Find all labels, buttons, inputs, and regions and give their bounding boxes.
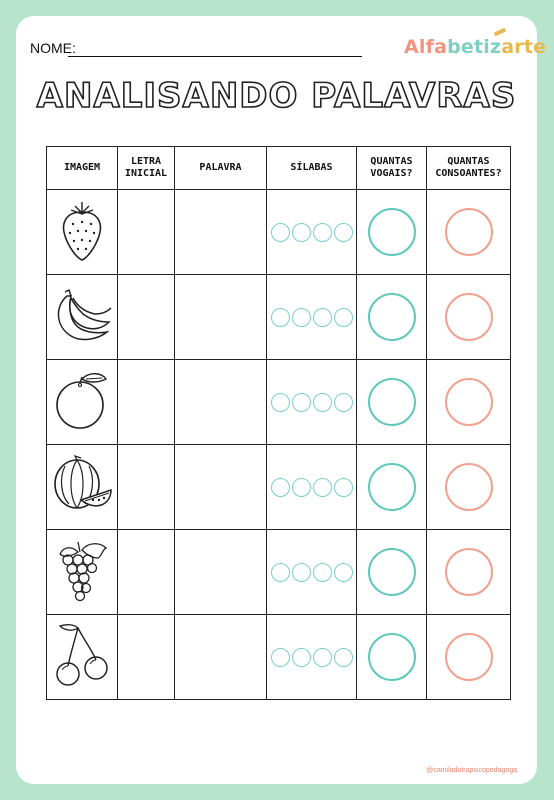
syllables-cell[interactable] xyxy=(267,360,357,445)
cherries-icon xyxy=(52,622,112,688)
vowels-cell[interactable] xyxy=(357,360,427,445)
syllables-cell[interactable] xyxy=(267,615,357,700)
vowel-count-circle[interactable] xyxy=(368,208,416,256)
word-cell[interactable] xyxy=(175,530,267,615)
syllables-cell[interactable] xyxy=(267,275,357,360)
vowels-cell[interactable] xyxy=(357,445,427,530)
consonants-cell[interactable] xyxy=(427,190,511,275)
image-cell xyxy=(47,360,118,445)
consonant-count-circle[interactable] xyxy=(445,633,493,681)
consonant-count-circle[interactable] xyxy=(445,293,493,341)
consonants-cell[interactable] xyxy=(427,615,511,700)
table-row xyxy=(47,275,511,360)
image-cell xyxy=(47,445,118,530)
syllable-circles xyxy=(267,393,356,412)
syllable-circle[interactable] xyxy=(334,563,353,582)
table-row xyxy=(47,530,511,615)
syllable-circles xyxy=(267,223,356,242)
image-cell xyxy=(47,615,118,700)
analysis-table xyxy=(46,146,511,700)
vowels-cell[interactable] xyxy=(357,615,427,700)
syllable-circles xyxy=(267,308,356,327)
syllable-circle[interactable] xyxy=(292,308,311,327)
syllable-circle[interactable] xyxy=(334,223,353,242)
syllable-circle[interactable] xyxy=(271,563,290,582)
syllable-circle[interactable] xyxy=(313,308,332,327)
vowel-count-circle[interactable] xyxy=(368,548,416,596)
table-header-row xyxy=(47,147,511,190)
initial-letter-cell[interactable] xyxy=(118,190,175,275)
logo-part-3: arte xyxy=(501,36,547,58)
syllable-circle[interactable] xyxy=(313,648,332,667)
syllable-circle[interactable] xyxy=(292,478,311,497)
initial-letter-cell[interactable] xyxy=(118,530,175,615)
syllables-cell[interactable] xyxy=(267,445,357,530)
bananas-icon xyxy=(51,286,113,344)
syllable-circle[interactable] xyxy=(334,308,353,327)
col-header-initial-letter: LETRA INICIAL xyxy=(118,147,175,190)
syllable-circle[interactable] xyxy=(292,563,311,582)
syllable-circle[interactable] xyxy=(313,478,332,497)
syllable-circles xyxy=(267,563,356,582)
table-row xyxy=(47,190,511,275)
syllable-circles xyxy=(267,648,356,667)
brand-logo xyxy=(404,36,546,58)
image-cell xyxy=(47,530,118,615)
consonants-cell[interactable] xyxy=(427,445,511,530)
syllables-cell[interactable] xyxy=(267,190,357,275)
vowel-count-circle[interactable] xyxy=(368,463,416,511)
worksheet xyxy=(16,16,547,784)
table-row xyxy=(47,360,511,445)
word-cell[interactable] xyxy=(175,190,267,275)
syllable-circle[interactable] xyxy=(292,223,311,242)
syllable-circle[interactable] xyxy=(292,648,311,667)
vowels-cell[interactable] xyxy=(357,530,427,615)
logo-part-1: Alfa xyxy=(404,36,448,58)
col-header-word: PALAVRA xyxy=(175,147,267,190)
vowel-count-circle[interactable] xyxy=(368,378,416,426)
name-line[interactable] xyxy=(68,56,362,57)
word-cell[interactable] xyxy=(175,275,267,360)
initial-letter-cell[interactable] xyxy=(118,445,175,530)
consonants-cell[interactable] xyxy=(427,360,511,445)
syllable-circle[interactable] xyxy=(313,393,332,412)
watermelon-icon xyxy=(51,454,113,516)
consonant-count-circle[interactable] xyxy=(445,208,493,256)
consonant-count-circle[interactable] xyxy=(445,378,493,426)
col-header-vowels: QUANTAS VOGAIS? xyxy=(357,147,427,190)
syllable-circle[interactable] xyxy=(334,648,353,667)
syllable-circle[interactable] xyxy=(271,223,290,242)
consonant-count-circle[interactable] xyxy=(445,463,493,511)
vowel-count-circle[interactable] xyxy=(368,293,416,341)
syllable-circle[interactable] xyxy=(334,478,353,497)
image-cell xyxy=(47,275,118,360)
syllable-circle[interactable] xyxy=(334,393,353,412)
word-cell[interactable] xyxy=(175,445,267,530)
syllable-circle[interactable] xyxy=(313,563,332,582)
consonants-cell[interactable] xyxy=(427,530,511,615)
syllable-circle[interactable] xyxy=(271,393,290,412)
author-credit: @camiladutrapsicopedagoga xyxy=(426,767,517,774)
syllable-circle[interactable] xyxy=(292,393,311,412)
initial-letter-cell[interactable] xyxy=(118,615,175,700)
grapes-icon xyxy=(52,538,112,602)
syllables-cell[interactable] xyxy=(267,530,357,615)
initial-letter-cell[interactable] xyxy=(118,360,175,445)
name-label: NOME: xyxy=(30,40,76,56)
vowel-count-circle[interactable] xyxy=(368,633,416,681)
orange-icon xyxy=(52,369,112,431)
syllable-circle[interactable] xyxy=(313,223,332,242)
consonants-cell[interactable] xyxy=(427,275,511,360)
table-row xyxy=(47,615,511,700)
syllable-circles xyxy=(267,478,356,497)
logo-part-2: betiz xyxy=(447,36,502,58)
col-header-syllables: SÍLABAS xyxy=(267,147,357,190)
initial-letter-cell[interactable] xyxy=(118,275,175,360)
syllable-circle[interactable] xyxy=(271,308,290,327)
consonant-count-circle[interactable] xyxy=(445,548,493,596)
vowels-cell[interactable] xyxy=(357,190,427,275)
image-cell xyxy=(47,190,118,275)
page-title: ANALISANDO PALAVRAS xyxy=(36,76,517,116)
strawberry-icon xyxy=(57,198,107,262)
word-cell[interactable] xyxy=(175,615,267,700)
word-cell[interactable] xyxy=(175,360,267,445)
syllable-circle[interactable] xyxy=(271,478,290,497)
col-header-consonants: QUANTAS CONSOANTES? xyxy=(427,147,511,190)
col-header-image: IMAGEM xyxy=(47,147,118,190)
table-row xyxy=(47,445,511,530)
syllable-circle[interactable] xyxy=(271,648,290,667)
vowels-cell[interactable] xyxy=(357,275,427,360)
